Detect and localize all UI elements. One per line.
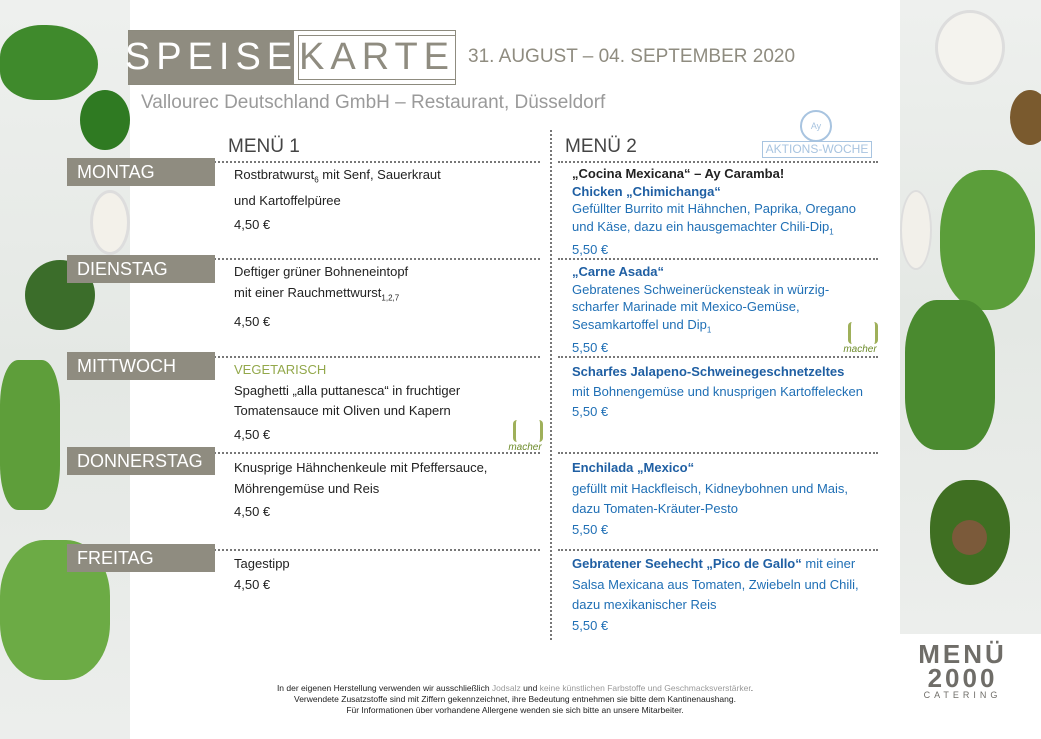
bean-bowl-icon: [90, 190, 130, 255]
title-speise: SPEISE: [129, 31, 294, 84]
price: 4,50 €: [234, 313, 271, 329]
aktions-woche-badge: [762, 110, 872, 158]
menu1-heading: MENÜ 1: [228, 136, 300, 157]
menu1-donnerstag: Knusprige Hähnchenkeule mit Pfeffersauce, Möhrengemüse und Reis 4,50 €: [234, 458, 487, 523]
price: 5,50 €: [572, 617, 609, 633]
macher-stamp-icon: macher: [505, 418, 545, 452]
menu2000-logo: MENÜ 2000 CATERING: [918, 639, 1007, 700]
celery-icon: [905, 300, 995, 450]
row-divider: [558, 258, 878, 260]
menu2-donnerstag: Enchilada „Mexico“ gefüllt mit Hackfleisch, Kidneybohnen und Mais, dazu Tomaten-Kräuter-Pesto 5,50 €: [572, 458, 848, 540]
column-divider: [550, 130, 552, 640]
row-divider: [195, 356, 540, 358]
menu1-montag: Rostbratwurst$_6$ mit Senf, Sauerkraut und Kartoffelpüree 4,50 €: [234, 165, 441, 235]
price: 5,50 €: [572, 521, 609, 537]
price: 4,50 €: [234, 216, 271, 232]
kiwi-icon: [1010, 90, 1041, 145]
pepper-icon: [0, 25, 98, 100]
price: 4,50 €: [234, 504, 271, 519]
day-label-montag: MONTAG: [67, 158, 215, 186]
lettuce-icon: [940, 170, 1035, 310]
avocado-pit-icon: [952, 520, 987, 555]
price: 4,50 €: [234, 426, 271, 442]
menu2-freitag: Gebratener Seehecht „Pico de Gallo“ mit einer Salsa Mexicana aus Tomaten, Zwiebeln und Chili, dazu mexikanischer Reis 5,50 €: [572, 554, 859, 636]
row-divider: [195, 161, 540, 163]
day-label-mittwoch: MITTWOCH: [67, 352, 215, 380]
menu2-montag: „Cocina Mexicana“ – Ay Caramba! Chicken „Chimichanga“ Gefüllter Burrito mit Hähnchen, Paprika, Oregano und Käse, dazu ein hausgemachter Chili-Dip$_1$ 5,50 €: [572, 166, 856, 257]
row-divider: [558, 161, 878, 163]
row-divider: [195, 549, 540, 551]
day-label-donnerstag: DONNERSTAG: [67, 447, 215, 475]
menu2-dienstag: „Carne Asada“ Gebratenes Schweinerückensteak in würzig- scharfer Marinade mit Mexico-Gemüse, Sesamkartoffel und Dip$_1$ 5,50 €: [572, 264, 830, 355]
row-divider: [558, 452, 878, 454]
page-title: [124, 30, 456, 85]
price: 5,50 €: [572, 241, 609, 257]
row-divider: [195, 258, 540, 260]
beans-icon: [0, 360, 60, 510]
row-divider: [558, 549, 878, 551]
menu2-mittwoch: Scharfes Jalapeno-Schweinegeschnetzeltes mit Bohnengemüse und knusprigen Kartoffelecken 5,50 €: [572, 362, 863, 422]
price: 4,50 €: [234, 576, 271, 592]
right-vegetable-image: [900, 0, 1041, 634]
title-karte: KARTE: [299, 36, 456, 78]
macher-stamp-icon: macher: [840, 320, 880, 354]
menu2-heading: MENÜ 2: [565, 136, 637, 157]
aktion-label: AKTIONS-WOCHE: [762, 141, 872, 158]
footer-notes: In der eigenen Herstellung verwenden wir ausschließlich Jodsalz und keine künstlichen Farbstoffe und Geschmacksverstärker. Verwendete Zusatzstoffe sind mit Ziffern gekennzeichnet, ihre Bedeutung entnehmen sie bitte dem Kantinenaushang. Für Informationen über vorhandene Allergene wenden sie sich bitte an unsere Mitarbeiter.: [276, 683, 754, 715]
row-divider: [558, 356, 878, 358]
price: 5,50 €: [572, 339, 609, 355]
day-label-dienstag: DIENSTAG: [67, 255, 215, 283]
menu1-freitag: Tagestipp 4,50 €: [234, 554, 290, 595]
menu1-mittwoch: VEGETARISCH Spaghetti „alla puttanesca“ in fruchtiger Tomatensauce mit Oliven und Kapern 4,50 €: [234, 360, 460, 445]
price: 5,50 €: [572, 404, 609, 419]
vegetarian-tag: VEGETARISCH: [234, 362, 327, 377]
date-range: 31. AUGUST – 04. SEPTEMBER 2020: [468, 46, 796, 67]
leaf-icon: [80, 90, 130, 150]
menu1-dienstag: Deftiger grüner Bohneneintopf mit einer Rauchmettwurst$_{1,2,7}$ 4,50 €: [234, 262, 408, 332]
restaurant-name: Vallourec Deutschland GmbH – Restaurant, Düsseldorf: [141, 92, 606, 113]
aktion-logo-icon: Ay: [800, 110, 832, 142]
peas-bowl-icon: [935, 10, 1005, 85]
day-label-freitag: FREITAG: [67, 544, 215, 572]
row-divider: [195, 452, 540, 454]
bean-bowl-icon-right: [900, 190, 932, 270]
